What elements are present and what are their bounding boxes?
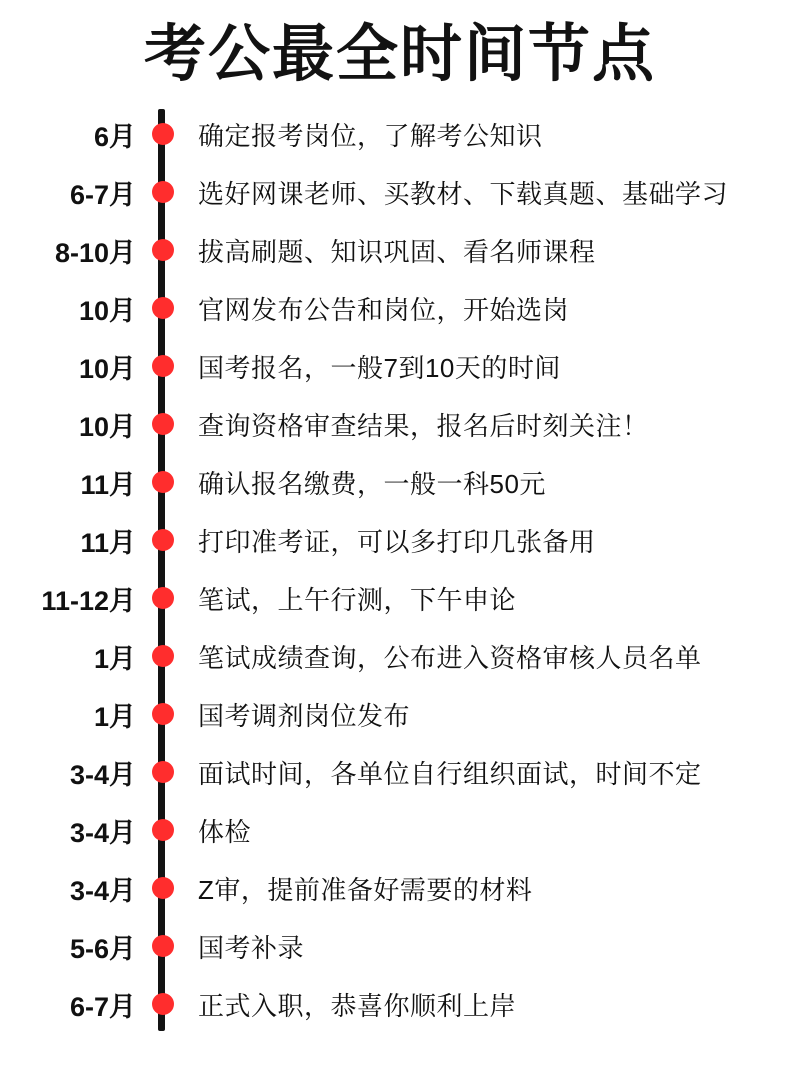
timeline-description: 确认报名缴费，一般一科50元: [198, 468, 546, 499]
timeline-row: [0, 685, 800, 743]
timeline-row: [0, 627, 800, 685]
timeline-dot-icon: [152, 935, 174, 957]
timeline-month: 10月: [78, 353, 136, 384]
timeline-dot-icon: [152, 355, 174, 377]
timeline-month: 6-7月: [69, 179, 136, 210]
timeline-dot-cell: [150, 993, 176, 1015]
timeline-dot-cell: [150, 877, 176, 899]
timeline-description: 国考报名，一般7到10天的时间: [198, 352, 561, 383]
timeline-month: 3-4月: [69, 817, 136, 848]
timeline-dot-cell: [150, 239, 176, 261]
timeline-dot-icon: [152, 877, 174, 899]
timeline-dot-icon: [152, 645, 174, 667]
timeline-description: 确定报考岗位，了解考公知识: [198, 120, 543, 151]
timeline-month: 6-7月: [69, 991, 136, 1022]
timeline-row: [0, 569, 800, 627]
timeline-description: 官网发布公告和岗位，开始选岗: [198, 294, 570, 325]
timeline-month: 10月: [78, 295, 136, 326]
timeline-row: [0, 395, 800, 453]
timeline-month: 1月: [93, 643, 136, 674]
timeline-dot-icon: [152, 413, 174, 435]
timeline-description: 国考补录: [198, 932, 305, 963]
timeline-dot-cell: [150, 123, 176, 145]
timeline-dot-cell: [150, 587, 176, 609]
timeline-description: 打印准考证，可以多打印几张备用: [198, 526, 596, 557]
timeline-dot-icon: [152, 761, 174, 783]
timeline-month: 8-10月: [54, 237, 136, 268]
timeline-description: 正式入职，恭喜你顺利上岸: [198, 990, 517, 1021]
timeline-row: [0, 859, 800, 917]
timeline-month: 1月: [93, 701, 136, 732]
timeline-dot-cell: [150, 297, 176, 319]
timeline-dot-icon: [152, 123, 174, 145]
timeline-dot-icon: [152, 993, 174, 1015]
timeline-description: 国考调剂岗位发布: [198, 700, 411, 731]
timeline-dot-cell: [150, 645, 176, 667]
timeline-row: [0, 975, 800, 1033]
timeline-dot-cell: [150, 935, 176, 957]
timeline-dot-icon: [152, 297, 174, 319]
timeline-row: [0, 917, 800, 975]
timeline-month: 10月: [78, 411, 136, 442]
timeline-dot-icon: [152, 703, 174, 725]
timeline-description: 拔高刷题、知识巩固、看名师课程: [198, 236, 596, 267]
timeline-row: [0, 743, 800, 801]
timeline-month: 5-6月: [69, 933, 136, 964]
timeline-dot-cell: [150, 181, 176, 203]
timeline-row: [0, 163, 800, 221]
timeline-dot-icon: [152, 819, 174, 841]
timeline-row: [0, 105, 800, 163]
timeline-dot-cell: [150, 819, 176, 841]
page-title: 考公最全时间节点: [143, 20, 656, 89]
timeline-month: 11月: [80, 469, 136, 500]
timeline-description: 体检: [198, 816, 252, 847]
timeline: [0, 105, 800, 1033]
timeline-row: [0, 337, 800, 395]
timeline-description: Z审，提前准备好需要的材料: [198, 874, 533, 905]
timeline-dot-icon: [152, 471, 174, 493]
timeline-description: 查询资格审查结果，报名后时刻关注！: [198, 410, 649, 441]
timeline-dot-cell: [150, 761, 176, 783]
timeline-row: [0, 279, 800, 337]
timeline-dot-icon: [152, 587, 174, 609]
timeline-dot-icon: [152, 181, 174, 203]
timeline-dot-cell: [150, 413, 176, 435]
timeline-row: [0, 221, 800, 279]
timeline-month: 3-4月: [69, 759, 136, 790]
timeline-dot-cell: [150, 355, 176, 377]
timeline-row: [0, 453, 800, 511]
timeline-dot-cell: [150, 703, 176, 725]
timeline-month: 3-4月: [69, 875, 136, 906]
timeline-dot-cell: [150, 529, 176, 551]
timeline-month: 11月: [80, 527, 136, 558]
timeline-dot-icon: [152, 239, 174, 261]
timeline-dot-cell: [150, 471, 176, 493]
timeline-dot-icon: [152, 529, 174, 551]
timeline-month: 6月: [93, 121, 136, 152]
timeline-description: 面试时间，各单位自行组织面试，时间不定: [198, 758, 702, 789]
timeline-row: [0, 511, 800, 569]
timeline-row: [0, 801, 800, 859]
timeline-description: 笔试，上午行测，下午申论: [198, 584, 517, 615]
timeline-description: 选好网课老师、买教材、下载真题、基础学习: [198, 178, 729, 209]
timeline-month: 11-12月: [41, 585, 136, 616]
timeline-description: 笔试成绩查询，公布进入资格审核人员名单: [198, 642, 702, 673]
